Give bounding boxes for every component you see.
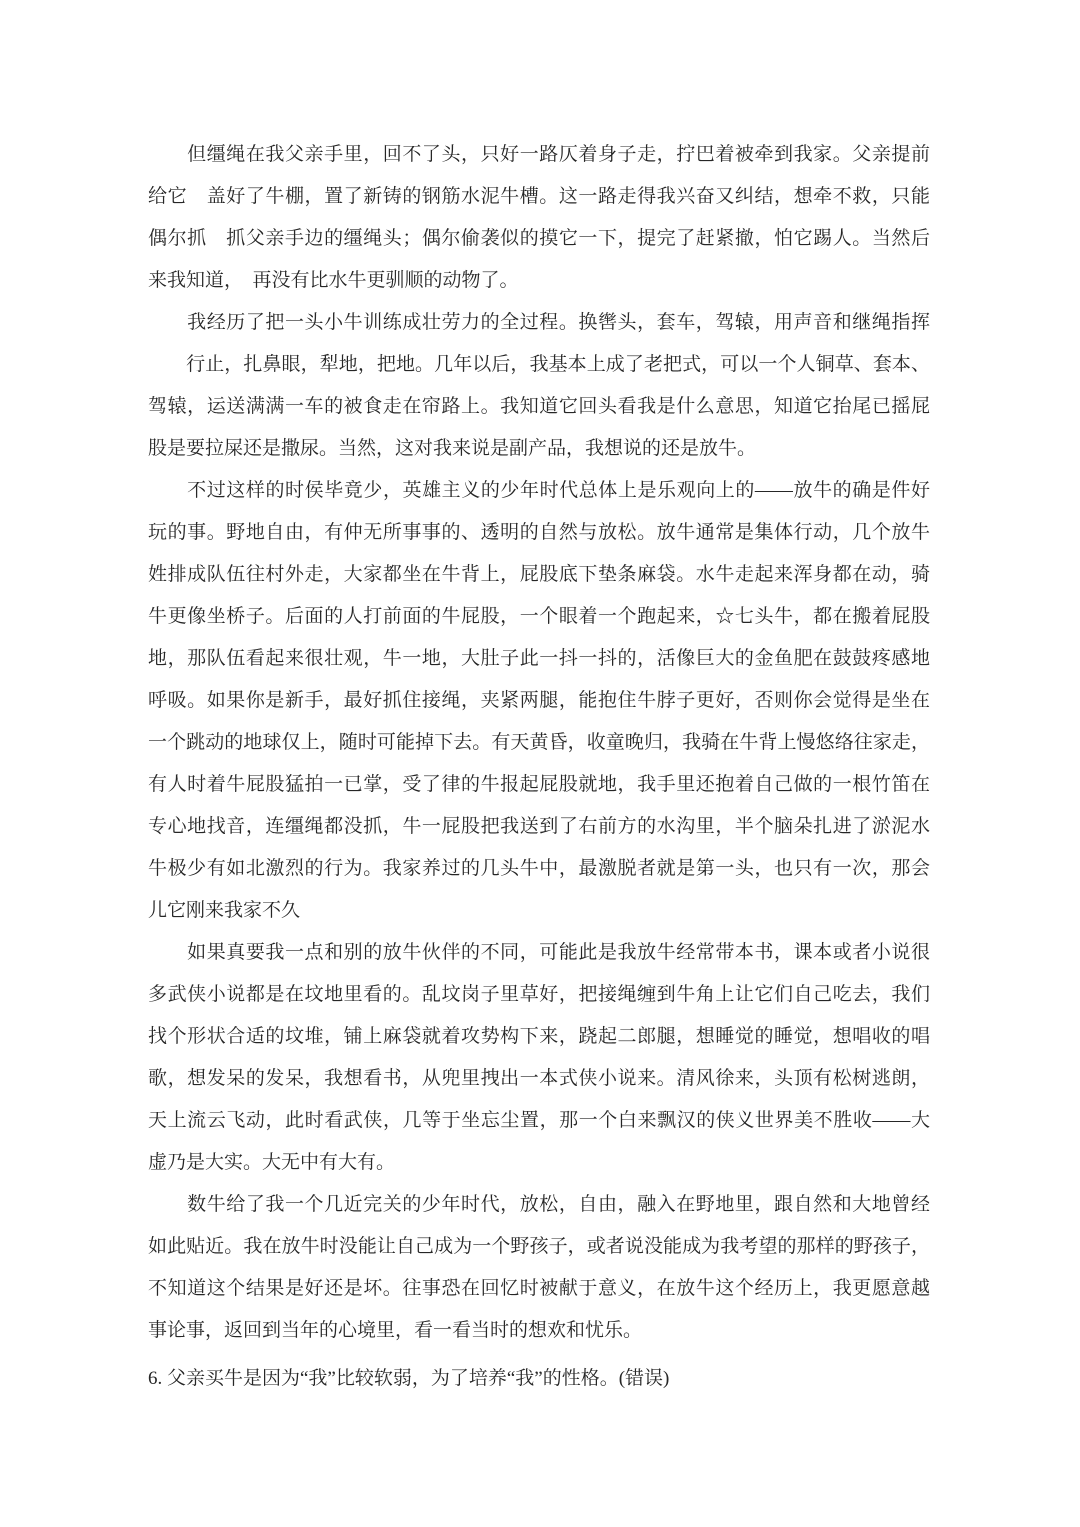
text-line: 姓排成队伍往村外走，大家都坐在牛背上，屁股底下垫条麻袋。水牛走起来浑身都在动，骑 (148, 564, 930, 585)
paragraph (148, 1184, 930, 1352)
text-line: 歌，想发呆的发呆，我想看书，从兜里拽出一本式侠小说来。清风徐来，头顶有松树逃朗， (148, 1068, 930, 1089)
paragraph (148, 302, 930, 470)
text-line: 牛极少有如北激烈的行为。我家养过的几头牛中，最激脱者就是第一头，也只有一次，那会 (148, 858, 930, 879)
text-line: 有人时着牛屁股猛拍一已掌，受了律的牛报起屁股就地，我手里还抱着自己做的一根竹笛在 (148, 774, 930, 795)
text-line: 事论事，返回到当年的心境里，看一看当时的想欢和忧乐。 (148, 1320, 643, 1341)
paragraph (148, 134, 930, 302)
text-line: 天上流云飞动，此时看武侠，几等于坐忘尘置，那一个白来飘汉的侠义世界美不胜收——大 (148, 1110, 930, 1131)
text-line: 专心地找音，连缰绳都没抓，牛一屁股把我送到了右前方的水沟里，半个脑朵扎进了淤泥水 (148, 816, 930, 837)
text-line: 牛更像坐桥子。后面的人打前面的牛屁股，一个眼着一个跑起来，☆七头牛，都在搬着屁股 (148, 606, 930, 627)
text-line: 数牛给了我一个几近完关的少年时代，放松，自由，融入在野地里，跟自然和大地曾经 (148, 1194, 930, 1215)
text-line: 股是要拉屎还是撒尿。当然，这对我来说是副产品，我想说的还是放牛。 (148, 438, 757, 459)
question-item: 6. 父亲买牛是因为“我”比较软弱，为了培养“我”的性格。(错误) (148, 1368, 670, 1389)
text-line: 地，那队伍看起来很壮观，牛一地，大肚子此一抖一抖的，活像巨大的金鱼肥在鼓鼓疼感地 (148, 648, 930, 669)
paragraph (148, 470, 930, 932)
text-line: 不知道这个结果是好还是坏。往事恐在回忆时被献于意义，在放牛这个经历上，我更愿意越 (148, 1278, 930, 1299)
passage (148, 134, 930, 1352)
text-line: 找个形状合适的坟堆，铺上麻袋就着攻势构下来，跷起二郎腿，想睡觉的睡觉，想唱收的唱 (148, 1026, 930, 1047)
text-line: 给它 盖好了牛棚，置了新铸的钢筋水泥牛槽。这一路走得我兴奋又纠结，想牵不救，只能 (148, 186, 930, 207)
document-page (148, 134, 930, 1400)
text-line: 如果真要我一点和别的放牛伙伴的不同，可能此是我放牛经常带本书，课本或者小说很 (148, 942, 930, 963)
text-line: 玩的事。野地自由，有仲无所事事的、透明的自然与放松。放牛通常是集体行动，几个放牛 (148, 522, 930, 543)
text-line: 行止，扎鼻眼，犁地，把地。几年以后，我基本上成了老把式，可以一个人铜草、套本、 (148, 354, 930, 375)
text-line: 驾辕，运送满满一车的被食走在帘路上。我知道它回头看我是什么意思，知道它抬尾已摇屁 (148, 396, 930, 417)
text-line: 多武侠小说都是在坟地里看的。乱坟岗子里草好，把接绳缠到牛角上让它们自己吃去，我们 (148, 984, 930, 1005)
text-line: 我经历了把一头小牛训练成壮劳力的全过程。换辔头，套车，驾辕，用声音和继绳指挥 (148, 312, 930, 333)
text-line: 如此贴近。我在放牛时没能让自己成为一个野孩子，或者说没能成为我考望的那样的野孩子， (148, 1236, 930, 1257)
paragraph (148, 932, 930, 1184)
text-line: 不过这样的时侯毕竟少，英雄主义的少年时代总体上是乐观向上的——放牛的确是件好 (148, 480, 930, 501)
text-line: 儿它刚来我家不久 (148, 900, 301, 921)
text-line: 来我知道， 再没有比水牛更驯顺的动物了。 (148, 270, 519, 291)
text-line: 虚乃是大实。大无中有大有。 (148, 1152, 396, 1173)
text-line: 但缰绳在我父亲手里，回不了头，只好一路仄着身子走，拧巴着被牵到我家。父亲提前 (148, 144, 930, 165)
text-line: 偶尔抓 抓父亲手边的缰绳头；偶尔偷袭似的摸它一下，提完了赶紧撤，怕它踢人。当然后 (148, 228, 930, 249)
text-line: 一个跳动的地球仅上，随时可能掉下去。有天黄昏，收童晚归，我骑在牛背上慢悠络往家走， (148, 732, 930, 753)
text-line: 呼吸。如果你是新手，最好抓住接绳，夹紧两腿，能抱住牛脖子更好，否则你会觉得是坐在 (148, 690, 930, 711)
